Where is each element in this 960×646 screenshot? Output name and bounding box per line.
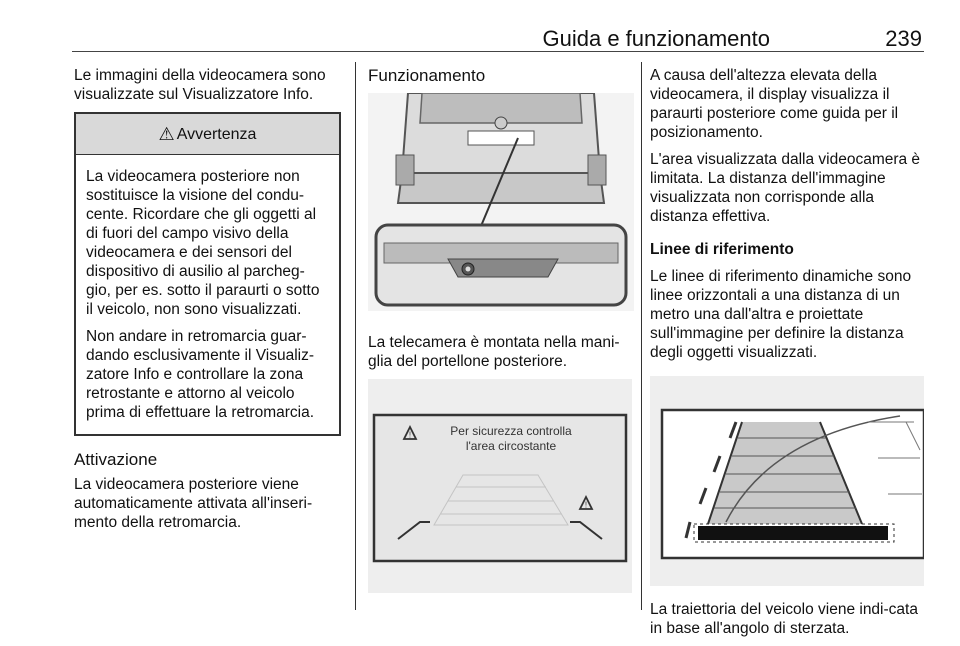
trajectory-caption: La traiettoria del veicolo viene indi-cata in base all'angolo di sterzata.	[650, 601, 918, 637]
reference-lines-illustration	[650, 376, 924, 586]
warning-header	[76, 114, 339, 155]
warning-triangle-icon: ⚠	[158, 123, 175, 144]
attivazione-heading: Attivazione	[74, 450, 158, 469]
screen-message-line2: l'area circostante	[465, 439, 557, 453]
attivazione-paragraph: La videocamera posteriore viene automaticamente attivata all'inseri-mento della retromarcia.	[74, 476, 313, 531]
header-rule	[72, 51, 924, 52]
column-divider	[355, 62, 356, 610]
page-number: 239	[885, 26, 922, 51]
rear-view-screen-illustration	[368, 379, 632, 593]
warning-paragraph: La videocamera posteriore non sostituisce la visione del condu-cente. Ricordare che gli oggetti al di fuori del campo visivo della videocamera e dei sensori del dispositivo di ausilio al parcheg-gio, per es. sotto il paraurti o sotto il veicolo, non sono visualizzati.	[86, 168, 320, 318]
screen-message-line1: Per sicurezza controlla	[450, 424, 572, 438]
linee-paragraph: Le linee di riferimento dinamiche sono linee orizzontali a una distanza di un metro una dall'altra e proiettate sull'immagine per definire la distanza degli oggetti visualizzati.	[650, 268, 912, 361]
column-right	[650, 66, 928, 646]
intro-paragraph: Le immagini della videocamera sono visualizzate sul Visualizzatore Info.	[74, 67, 326, 103]
funzionamento-heading: Funzionamento	[368, 66, 486, 85]
rear-camera-location-illustration	[368, 93, 634, 311]
svg-text:!: !	[584, 500, 588, 510]
svg-text:!: !	[408, 430, 412, 440]
column-divider	[641, 62, 642, 610]
warning-box	[74, 112, 341, 436]
warning-title: Avvertenza	[176, 125, 257, 143]
paragraph: A causa dell'altezza elevata della videocamera, il display visualizza il paraurti posteriore come guida per il posizionamento.	[650, 67, 899, 141]
column-left	[74, 66, 344, 540]
column-middle	[368, 66, 634, 593]
linee-heading: Linee di riferimento	[650, 241, 794, 258]
camera-caption: La telecamera è montata nella mani-glia del portellone posteriore.	[368, 334, 620, 370]
paragraph: L'area visualizzata dalla videocamera è limitata. La distanza dell'immagine visualizzata non corrisponde alla distanza effettiva.	[650, 151, 921, 225]
warning-body	[76, 155, 339, 434]
header-title: Guida e funzionamento	[542, 26, 770, 51]
warning-paragraph: Non andare in retromarcia guar-dando esclusivamente il Visualiz-zatore Info e controllare la zona retrostante e attorno al veicolo prima di effettuare la retromarcia.	[86, 328, 315, 421]
